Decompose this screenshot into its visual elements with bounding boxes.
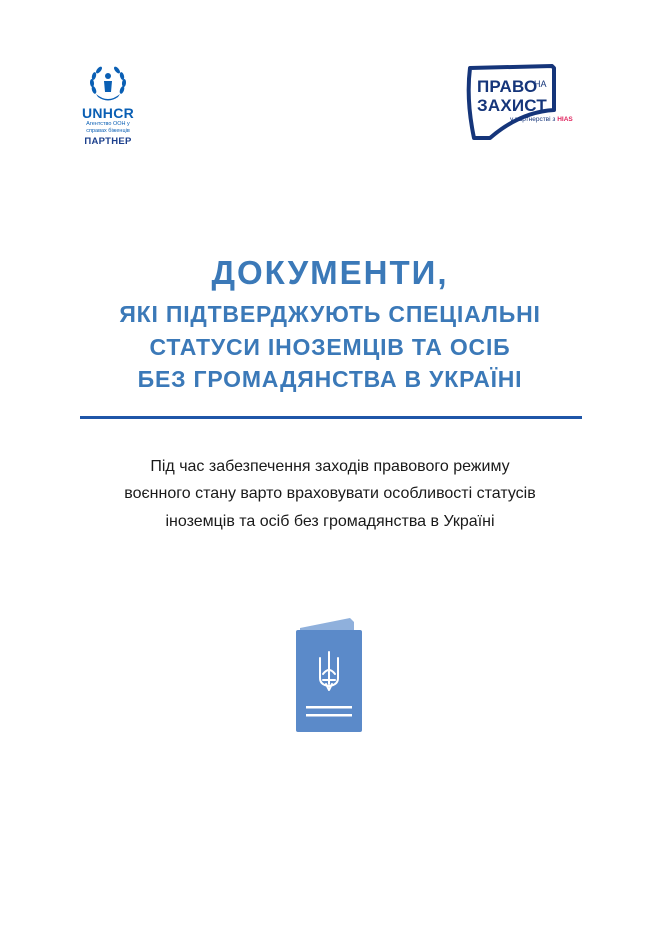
title-line-1: ДОКУМЕНТИ, bbox=[211, 254, 449, 291]
unhcr-subtitle-line-2: справах біженців bbox=[86, 128, 130, 134]
unhcr-logo bbox=[72, 66, 144, 147]
zakhyst-word: ЗАХИСТ bbox=[477, 96, 547, 115]
unhcr-partner-label: ПАРТНЕР bbox=[84, 136, 132, 147]
lead-line-2: воєнного стану варто враховувати особливості статусів bbox=[124, 485, 536, 502]
title-line-3: СТАТУСИ ІНОЗЕМЦІВ ТА ОСІБ bbox=[149, 334, 511, 360]
lead-line-1: Під час забезпечення заходів правового режиму bbox=[150, 458, 510, 475]
na-word: НА bbox=[534, 79, 547, 89]
title-divider bbox=[80, 416, 582, 419]
lead-line-3: іноземців та осіб без громадянства в Україні bbox=[165, 513, 495, 530]
unhcr-name: UNHCR bbox=[81, 105, 135, 121]
pravo-word: ПРАВО bbox=[477, 77, 538, 96]
title-line-2: ЯКІ ПІДТВЕРДЖУЮТЬ СПЕЦІАЛЬНІ bbox=[119, 301, 541, 327]
hias-label: HIAS bbox=[557, 116, 573, 123]
unhcr-subtitle-line-1: Агентство ООН у bbox=[86, 121, 130, 127]
pravo-na-zakhyst-logo bbox=[460, 60, 580, 140]
title-line-4: БЕЗ ГРОМАДЯНСТВА В УКРАЇНІ bbox=[137, 366, 523, 392]
partner-line bbox=[510, 116, 573, 123]
partner-prefix: у партнерстві з bbox=[510, 116, 556, 123]
passport-icon bbox=[292, 618, 366, 734]
unhcr-emblem-icon bbox=[88, 66, 128, 104]
